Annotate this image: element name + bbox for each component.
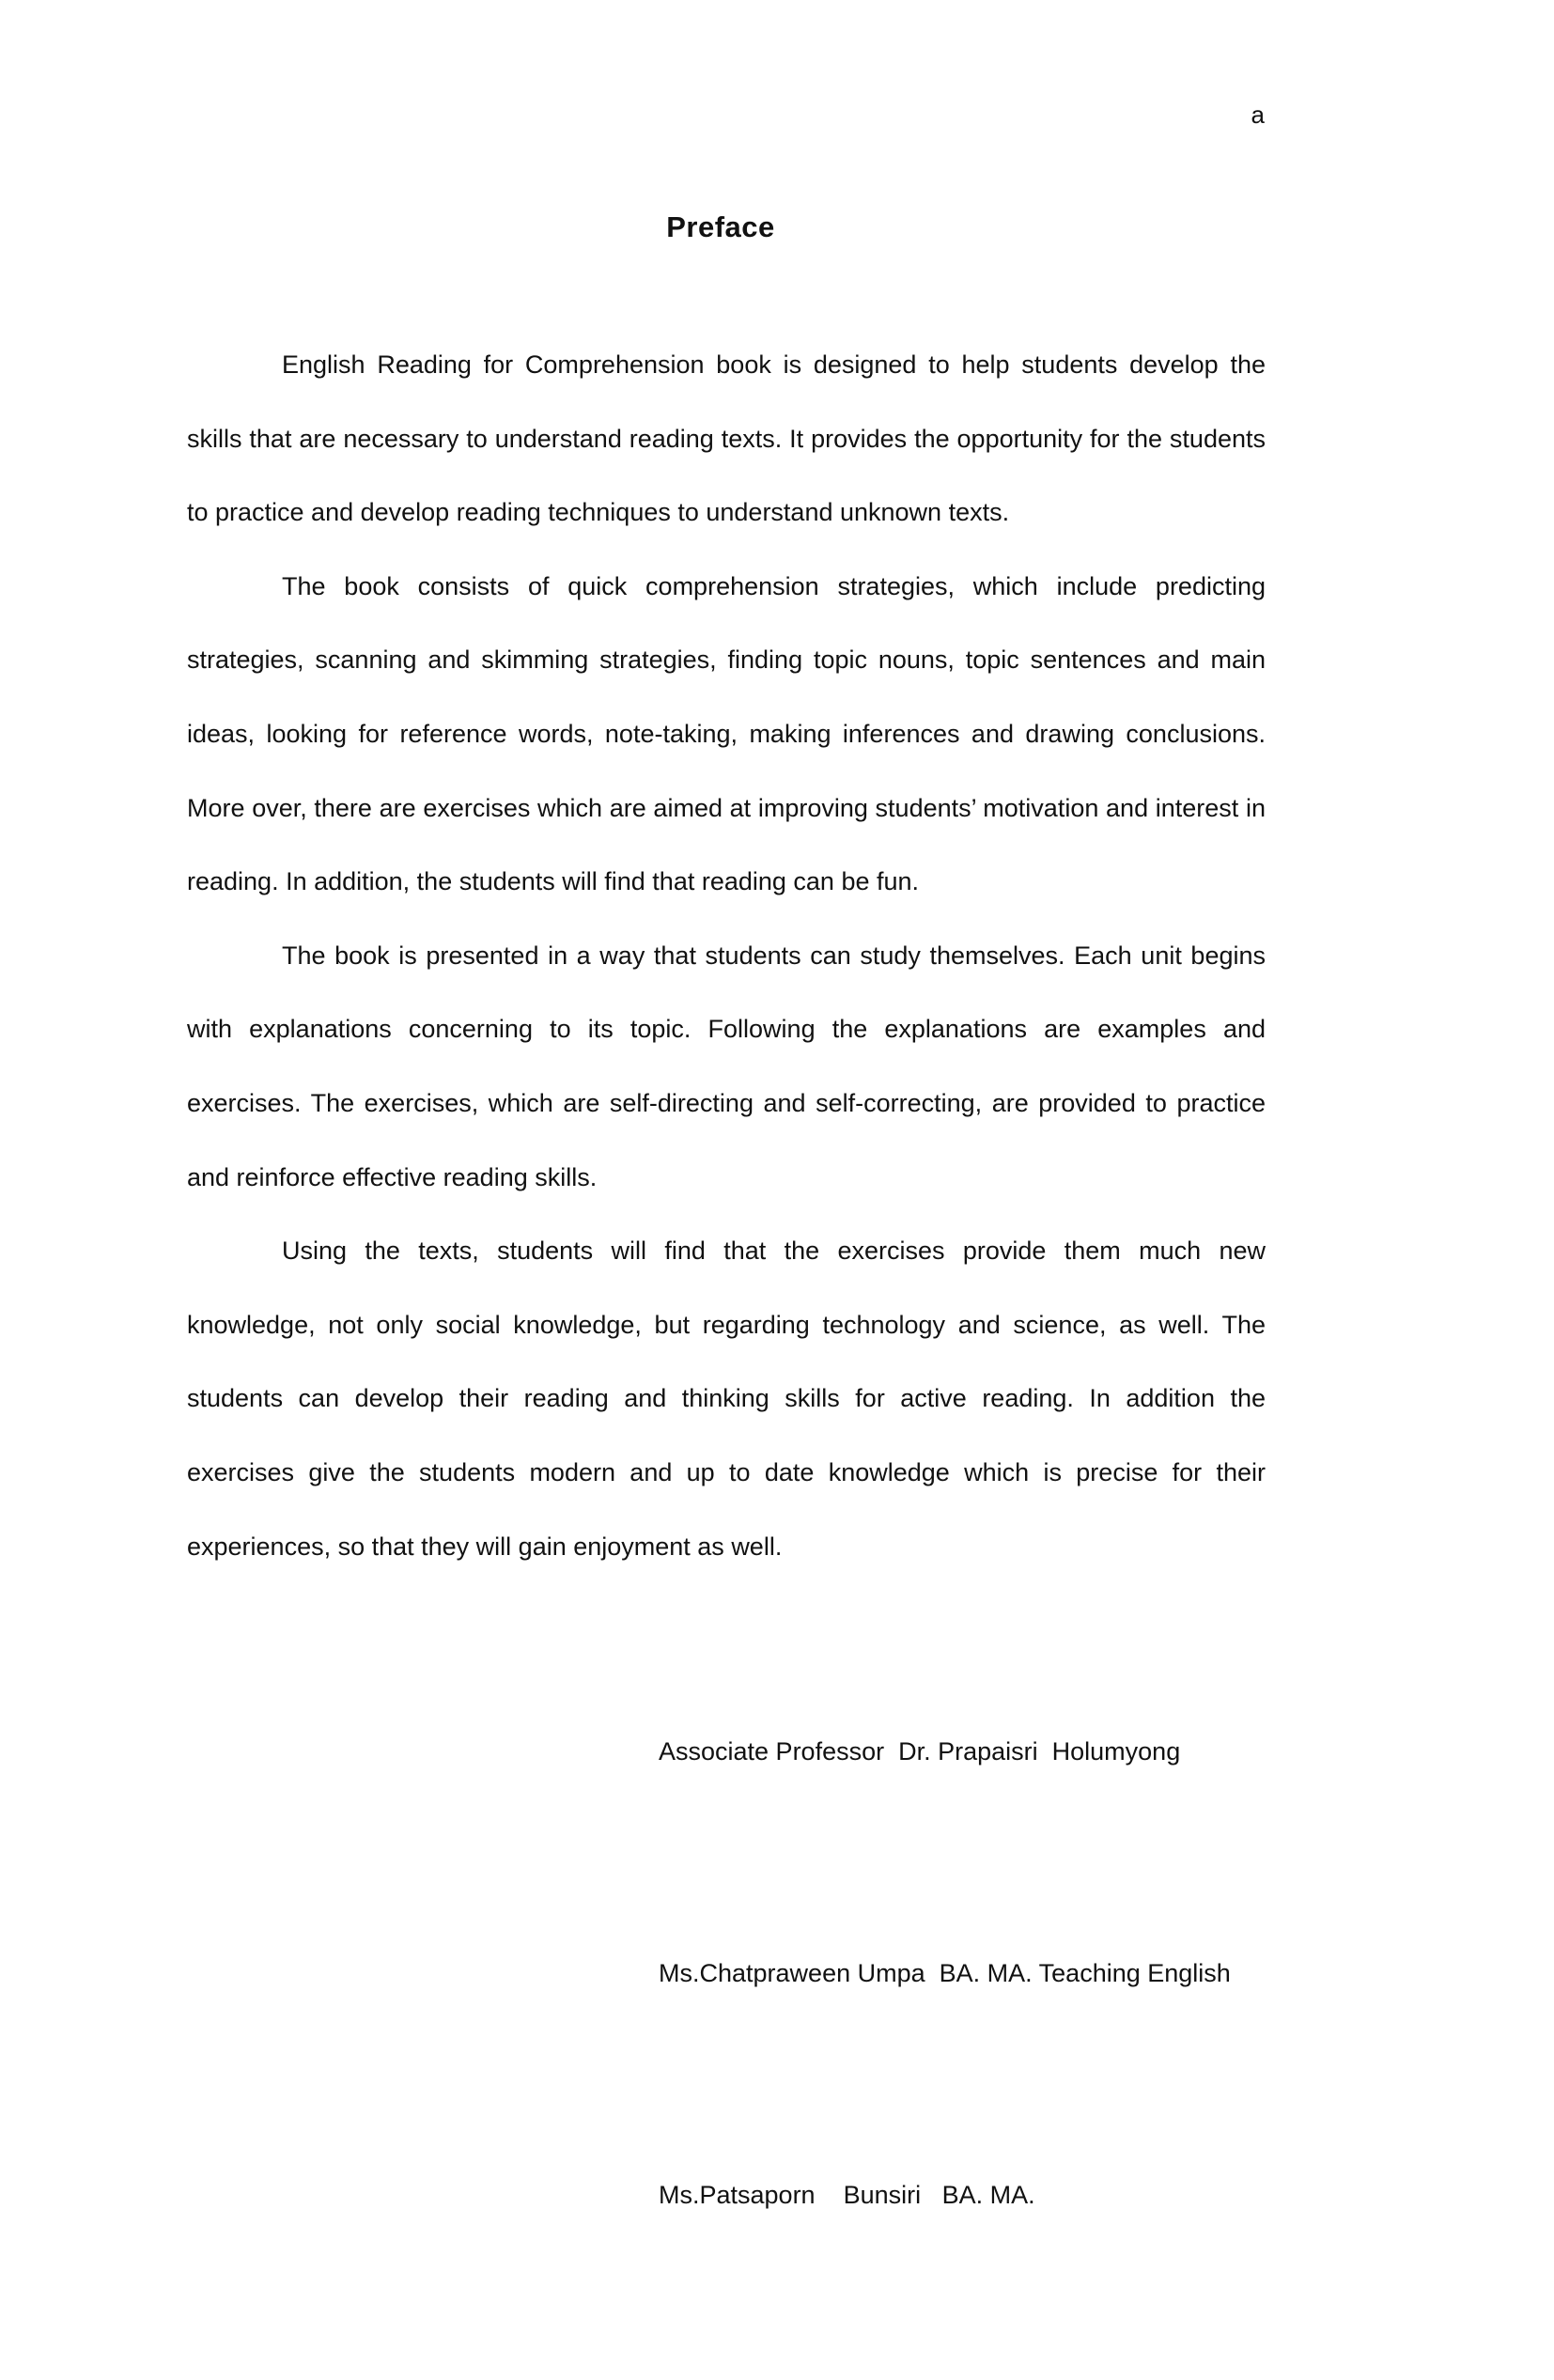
page-title: Preface <box>666 210 775 243</box>
author-signatures <box>659 1567 1231 2380</box>
author-line: Ms.Chatpraween Umpa BA. MA. Teaching English <box>659 1958 1231 1987</box>
paragraph: Using the texts, students will find that the exercises provide them much new knowledge, not only social knowledge, but regarding technology and science, as well. The students can develop their reading and thinking skills for active reading. In addition the exercises give the students modern and up to date knowledge which is precise for their experiences, so that they will gain enjoyment as well. <box>187 1237 1266 1561</box>
preface-body <box>187 328 1266 1583</box>
paragraph: The book is presented in a way that students can study themselves. Each unit begins with explanations concerning to its topic. Following the explanations are examples and exercises. The exercises, which are self-directing and self-correcting, are provided to practice and reinforce effective reading skills. <box>187 941 1266 1191</box>
author-line: Associate Professor Dr. Prapaisri Holumyong <box>659 1737 1181 1766</box>
page-number: a <box>1251 101 1265 129</box>
author-line: Ms.Patsaporn Bunsiri BA. MA. <box>659 2180 1035 2209</box>
paragraph: The book consists of quick comprehension strategies, which include predicting strategies, scanning and skimming strategies, finding topic nouns, topic sentences and main ideas, looking for reference words, note-taking, making inferences and drawing conclusions. More over, there are exercises which are aimed at improving students’ motivation and interest in reading. In addition, the students will find that reading can be fun. <box>187 571 1266 896</box>
paragraph: English Reading for Comprehension book is designed to help students develop the skills that are necessary to understand reading texts. It provides the opportunity for the students to practice and develop reading techniques to understand unknown texts. <box>187 350 1266 527</box>
